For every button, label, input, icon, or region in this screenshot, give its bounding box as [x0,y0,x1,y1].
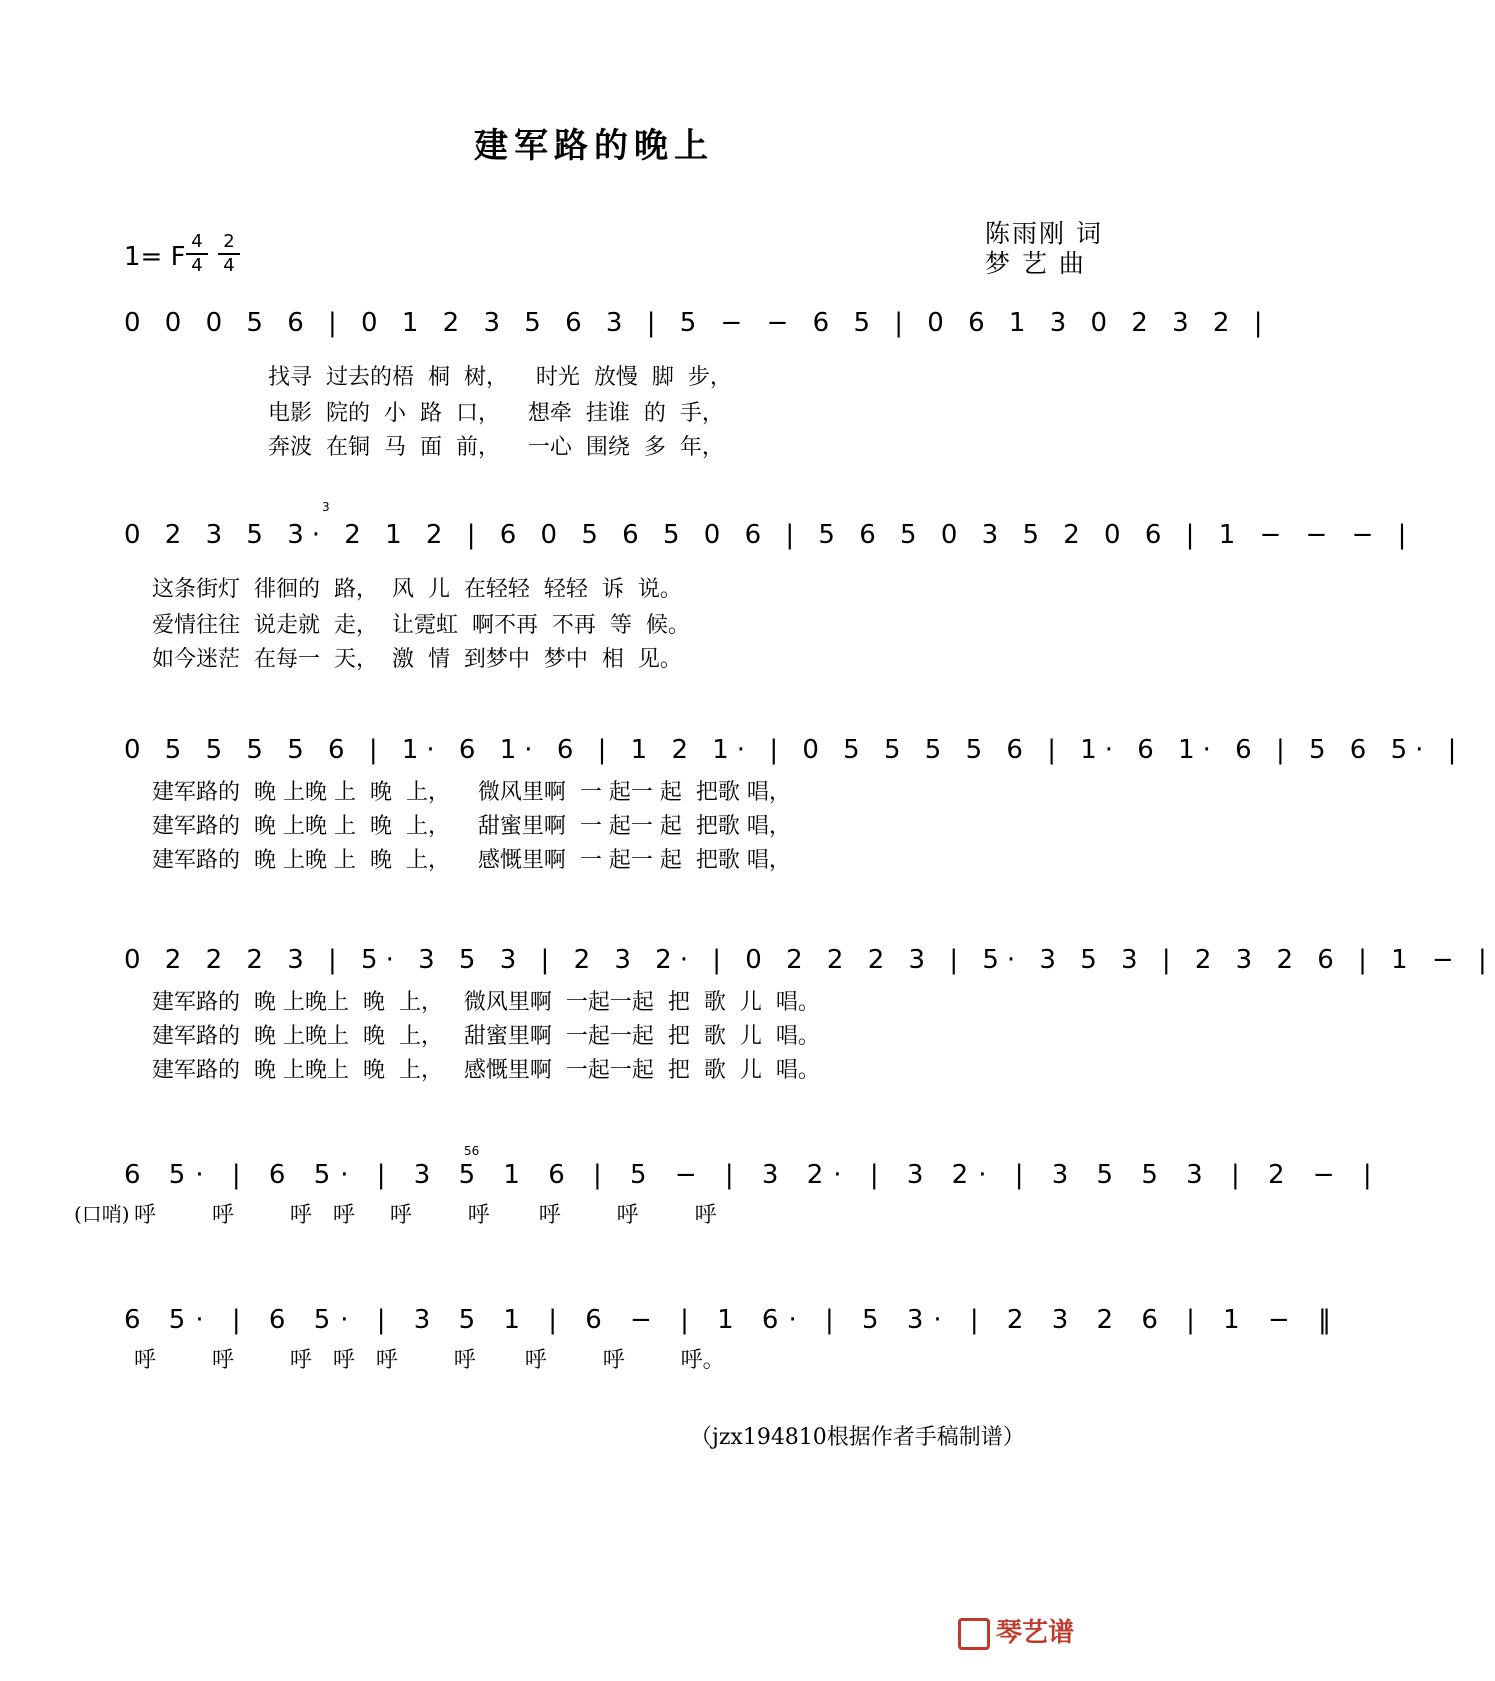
jianpu-notes: 0 2 3 5 3· 2 1 2 | 6 0 5 6 5 0 6 | 5 6 5 0 3 5 2 0 6 | 1 − − − | [124,520,1415,550]
lyric-line: 呼 呼 呼 呼 呼 呼 呼 呼 呼。 [134,1348,725,1373]
logo-icon [958,1618,990,1650]
jianpu-notes: 6 5· | 6 5· | 3 5 1 6 | 5 − | 3 2· | 3 2· | 3 5 5 3 | 2 − | [124,1160,1382,1190]
lyric-line: 奔波 在铜 马 面 前， 一心 围绕 多 年， [268,435,724,460]
lyric-line: 呼 呼 呼 呼 呼 呼 呼 呼 呼 [134,1203,717,1228]
site-logo: 琴艺谱 [958,1612,1074,1650]
time-signature-4-4: 4 4 [186,232,208,276]
lyric-line: 爱情往往 说走就 走， 让霓虹 啊不再 不再 等 候。 [152,613,690,638]
lyric-line: 建军路的 晚 上晚 上 晚 上， 甜蜜里啊 一 起一 起 把歌 唱， [152,814,791,839]
lyric-line: 建军路的 晚 上晚上 晚 上， 甜蜜里啊 一起一起 把 歌 儿 唱。 [152,1024,820,1049]
triplet-mark: 3 [322,500,330,514]
lyric-line: 找寻 过去的梧 桐 树， 时光 放慢 脚 步， [268,365,732,390]
time-signature-2-4: 2 4 [218,232,240,276]
lyric-line: 如今迷茫 在每一 天， 激 情 到梦中 梦中 相 见。 [152,647,682,672]
lyric-line: 建军路的 晚 上晚 上 晚 上， 微风里啊 一 起一 起 把歌 唱， [152,780,791,805]
transcription-note: （jzx194810根据作者手稿制谱） [690,1425,1025,1450]
lyric-line: 电影 院的 小 路 口， 想牵 挂谁 的 手， [268,401,724,426]
lyricist-credit: 陈雨刚 词 [985,219,1103,248]
lyric-line: 这条街灯 徘徊的 路， 风 儿 在轻轻 轻轻 诉 说。 [152,577,682,602]
jianpu-notes: 0 2 2 2 3 | 5· 3 5 3 | 2 3 2· | 0 2 2 2 3 | 5· 3 5 3 | 2 3 2 6 | 1 − | [124,945,1495,975]
jianpu-notes: 0 0 0 5 6 | 0 1 2 3 5 6 3 | 5 − − 6 5 | 0 6 1 3 0 2 3 2 | [124,308,1271,338]
lyric-line: 建军路的 晚 上晚上 晚 上， 微风里啊 一起一起 把 歌 儿 唱。 [152,990,820,1015]
jianpu-notes: 0 5 5 5 5 6 | 1· 6 1· 6 | 1 2 1· | 0 5 5 5 5 6 | 1· 6 1· 6 | 5 6 5· | [124,735,1465,765]
lyric-line: 建军路的 晚 上晚上 晚 上， 感慨里啊 一起一起 把 歌 儿 唱。 [152,1058,820,1083]
lyric-line: 建军路的 晚 上晚 上 晚 上， 感慨里啊 一 起一 起 把歌 唱， [152,848,791,873]
jianpu-notes: 6 5· | 6 5· | 3 5 1 | 6 − | 1 6· | 5 3· | 2 3 2 6 | 1 − ‖ [124,1305,1342,1335]
page-title: 建军路的晚上 [474,126,714,166]
key-signature: 1= F [124,242,186,272]
composer-credit: 梦 艺 曲 [985,249,1086,278]
grace-note: 56 [464,1144,480,1158]
whistle-label: (口哨) [74,1202,130,1226]
